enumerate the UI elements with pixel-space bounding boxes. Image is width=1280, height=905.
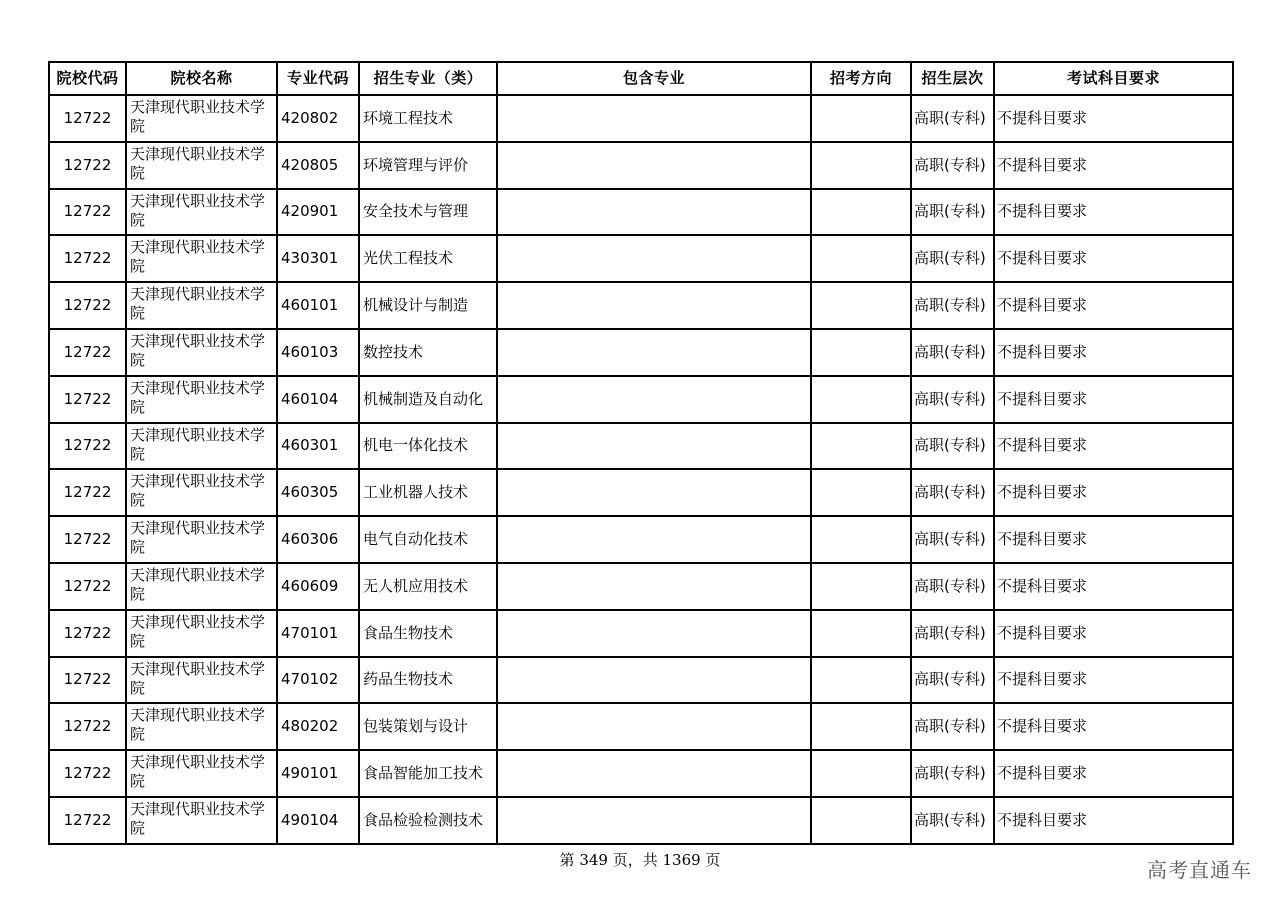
table-row [49,376,1233,423]
cell-school-code: 12722 [49,563,126,610]
cell-major-code: 490101 [277,750,359,797]
cell-subject-requirement: 不提科目要求 [994,423,1233,470]
cell-subject-requirement: 不提科目要求 [994,797,1233,844]
cell-school-code: 12722 [49,516,126,563]
cell-school-code: 12722 [49,610,126,657]
cell-school-code: 12722 [49,376,126,423]
cell-direction [811,235,911,282]
table-header [49,62,1233,95]
cell-subject-requirement: 不提科目要求 [994,563,1233,610]
cell-level: 高职(专科) [911,95,994,142]
cell-major: 环境工程技术 [359,95,497,142]
cell-level: 高职(专科) [911,610,994,657]
cell-level: 高职(专科) [911,282,994,329]
cell-school-name: 天津现代职业技术学院 [126,657,277,704]
cell-included-majors [497,376,811,423]
cell-included-majors [497,563,811,610]
cell-school-name: 天津现代职业技术学院 [126,376,277,423]
cell-direction [811,563,911,610]
cell-subject-requirement: 不提科目要求 [994,703,1233,750]
table-row [49,235,1233,282]
cell-subject-requirement: 不提科目要求 [994,376,1233,423]
table-row [49,282,1233,329]
cell-major: 包装策划与设计 [359,703,497,750]
cell-subject-requirement: 不提科目要求 [994,189,1233,236]
cell-school-code: 12722 [49,423,126,470]
cell-major-code: 420802 [277,95,359,142]
watermark-text: 高考直通车 [1147,858,1252,882]
cell-level: 高职(专科) [911,423,994,470]
cell-level: 高职(专科) [911,657,994,704]
table-row [49,142,1233,189]
table-row [49,189,1233,236]
cell-school-name: 天津现代职业技术学院 [126,423,277,470]
cell-school-name: 天津现代职业技术学院 [126,703,277,750]
table-row [49,329,1233,376]
cell-level: 高职(专科) [911,235,994,282]
cell-school-name: 天津现代职业技术学院 [126,282,277,329]
table-row [49,469,1233,516]
header-level: 招生层次 [911,62,994,95]
header-school-code: 院校代码 [49,62,126,95]
cell-level: 高职(专科) [911,703,994,750]
cell-major: 环境管理与评价 [359,142,497,189]
cell-school-name: 天津现代职业技术学院 [126,329,277,376]
cell-major: 数控技术 [359,329,497,376]
cell-level: 高职(专科) [911,329,994,376]
table-row [49,95,1233,142]
header-school-name: 院校名称 [126,62,277,95]
cell-subject-requirement: 不提科目要求 [994,657,1233,704]
table-row [49,657,1233,704]
cell-major-code: 490104 [277,797,359,844]
cell-level: 高职(专科) [911,516,994,563]
cell-major-code: 480202 [277,703,359,750]
cell-included-majors [497,610,811,657]
admissions-table [48,61,1234,845]
cell-included-majors [497,797,811,844]
cell-school-code: 12722 [49,657,126,704]
cell-level: 高职(专科) [911,469,994,516]
cell-major-code: 460305 [277,469,359,516]
cell-subject-requirement: 不提科目要求 [994,750,1233,797]
cell-major: 安全技术与管理 [359,189,497,236]
cell-school-name: 天津现代职业技术学院 [126,95,277,142]
cell-included-majors [497,235,811,282]
cell-school-code: 12722 [49,703,126,750]
cell-school-code: 12722 [49,282,126,329]
cell-included-majors [497,703,811,750]
cell-direction [811,750,911,797]
cell-major: 机电一体化技术 [359,423,497,470]
header-major-code: 专业代码 [277,62,359,95]
cell-direction [811,657,911,704]
cell-subject-requirement: 不提科目要求 [994,610,1233,657]
cell-direction [811,376,911,423]
header-subject-requirement: 考试科目要求 [994,62,1233,95]
cell-subject-requirement: 不提科目要求 [994,95,1233,142]
cell-direction [811,95,911,142]
cell-school-code: 12722 [49,469,126,516]
cell-school-code: 12722 [49,750,126,797]
table-row [49,423,1233,470]
cell-major-code: 460301 [277,423,359,470]
cell-school-code: 12722 [49,189,126,236]
cell-included-majors [497,189,811,236]
cell-school-code: 12722 [49,235,126,282]
cell-major-code: 460104 [277,376,359,423]
cell-direction [811,610,911,657]
cell-included-majors [497,282,811,329]
cell-included-majors [497,329,811,376]
cell-subject-requirement: 不提科目要求 [994,469,1233,516]
cell-included-majors [497,423,811,470]
cell-included-majors [497,750,811,797]
cell-direction [811,142,911,189]
cell-subject-requirement: 不提科目要求 [994,142,1233,189]
cell-direction [811,189,911,236]
cell-major: 机械制造及自动化 [359,376,497,423]
cell-subject-requirement: 不提科目要求 [994,235,1233,282]
cell-school-name: 天津现代职业技术学院 [126,610,277,657]
header-direction: 招考方向 [811,62,911,95]
cell-direction [811,703,911,750]
cell-major: 食品智能加工技术 [359,750,497,797]
cell-major-code: 460103 [277,329,359,376]
cell-school-code: 12722 [49,329,126,376]
cell-level: 高职(专科) [911,797,994,844]
cell-direction [811,423,911,470]
cell-level: 高职(专科) [911,376,994,423]
cell-included-majors [497,142,811,189]
cell-major: 食品生物技术 [359,610,497,657]
cell-school-name: 天津现代职业技术学院 [126,750,277,797]
cell-included-majors [497,516,811,563]
cell-level: 高职(专科) [911,563,994,610]
cell-major-code: 470101 [277,610,359,657]
cell-direction [811,329,911,376]
cell-included-majors [497,469,811,516]
cell-school-name: 天津现代职业技术学院 [126,189,277,236]
cell-school-code: 12722 [49,797,126,844]
cell-major-code: 460101 [277,282,359,329]
cell-included-majors [497,657,811,704]
table-row [49,610,1233,657]
cell-major: 机械设计与制造 [359,282,497,329]
cell-direction [811,797,911,844]
header-row [49,62,1233,95]
cell-school-name: 天津现代职业技术学院 [126,563,277,610]
cell-major: 无人机应用技术 [359,563,497,610]
cell-major-code: 460306 [277,516,359,563]
cell-major: 光伏工程技术 [359,235,497,282]
cell-major: 工业机器人技术 [359,469,497,516]
cell-direction [811,469,911,516]
cell-subject-requirement: 不提科目要求 [994,282,1233,329]
cell-level: 高职(专科) [911,750,994,797]
cell-major: 电气自动化技术 [359,516,497,563]
cell-included-majors [497,95,811,142]
table-row [49,750,1233,797]
table-row [49,516,1233,563]
cell-direction [811,516,911,563]
cell-school-name: 天津现代职业技术学院 [126,516,277,563]
cell-subject-requirement: 不提科目要求 [994,516,1233,563]
page-number: 第 349 页，共 1369 页 [559,851,721,869]
cell-school-code: 12722 [49,95,126,142]
cell-major-code: 420901 [277,189,359,236]
cell-school-name: 天津现代职业技术学院 [126,469,277,516]
cell-major: 药品生物技术 [359,657,497,704]
table-row [49,797,1233,844]
cell-major-code: 470102 [277,657,359,704]
cell-school-name: 天津现代职业技术学院 [126,142,277,189]
cell-school-name: 天津现代职业技术学院 [126,235,277,282]
table-row [49,563,1233,610]
cell-level: 高职(专科) [911,189,994,236]
cell-major-code: 420805 [277,142,359,189]
cell-school-code: 12722 [49,142,126,189]
header-major: 招生专业（类） [359,62,497,95]
table-row [49,703,1233,750]
cell-direction [811,282,911,329]
header-included-majors: 包含专业 [497,62,811,95]
cell-major-code: 430301 [277,235,359,282]
cell-major: 食品检验检测技术 [359,797,497,844]
cell-subject-requirement: 不提科目要求 [994,329,1233,376]
table-body [49,95,1233,844]
cell-major-code: 460609 [277,563,359,610]
cell-level: 高职(专科) [911,142,994,189]
cell-school-name: 天津现代职业技术学院 [126,797,277,844]
